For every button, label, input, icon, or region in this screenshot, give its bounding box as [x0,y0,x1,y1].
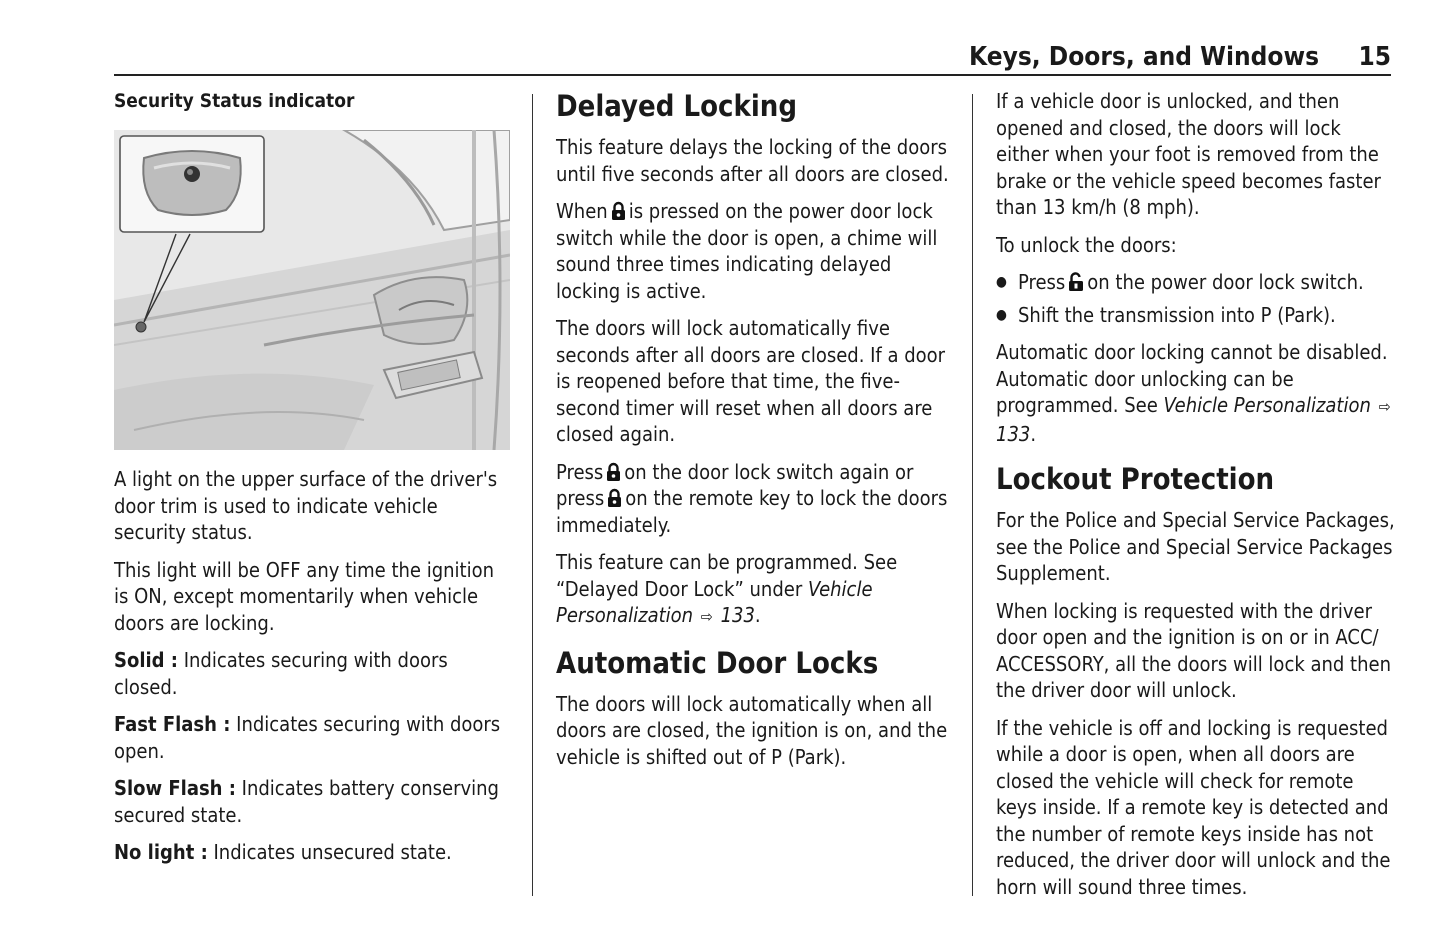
page-number: 15 [1358,42,1391,72]
definition-term: Fast Flash : [114,712,231,736]
section-title: Keys, Doors, and Windows [969,42,1319,72]
paragraph: To unlock the doors: [996,232,1177,257]
definition-text: Indicates securing with doors closed. [114,648,448,699]
definition-text: Indicates battery conserving secured state. [114,776,499,827]
column-1 [114,88,514,877]
definition-item [114,711,514,764]
cross-reference-page[interactable]: 133 [720,603,755,627]
paragraph: This light will be OFF any time the ignition is ON, except momentarily when vehicle doors are locking. [114,557,494,635]
text-run: Press [1018,270,1066,294]
text-run: Automatic door locking cannot be disabled. Automatic door unlocking can be programmed. See [996,340,1388,417]
paragraph: This feature delays the locking of the doors until five seconds after all doors are closed. [556,135,949,186]
paragraph [996,339,1396,447]
heading-lockout-protection: Lockout Protection [996,462,1275,496]
unlock-icon [1068,272,1084,292]
paragraph: If the vehicle is off and locking is requested while a door is open, when all doors are closed the vehicle will check for remote keys inside. If a remote key is detected and the number of remote keys inside has not reduced, the driver door will unlock and the horn will sound three times. [996,715,1391,899]
text-run: Press [556,459,604,484]
list-item [996,269,1396,296]
definition-item [114,839,514,866]
paragraph: The doors will lock automatically when all doors are closed, the ignition is on, and the vehicle is shifted out of P (Park). [556,691,948,769]
definition-item [114,775,514,828]
cross-reference-title[interactable]: Vehicle Personalization [556,576,873,627]
text-run: This feature can be programmed. See “Delayed Door Lock” under [556,550,898,601]
paragraph: When locking is requested with the driver door open and the ignition is on or in ACC/ ACCESSORY, all the doors will lock and then the driver door will unlock. [996,598,1391,702]
definition-item [114,647,514,700]
definition-text: Indicates securing with doors open. [114,712,501,763]
text-run: is pressed on the power door lock switch while the door is open, a chime will sound three times indicating delayed locking is active. [556,199,938,303]
figure-caption: Security Status indicator [114,90,355,112]
bullet-list [996,269,1396,328]
paragraph [556,459,956,539]
lock-icon [607,488,622,508]
column-3 [996,88,1396,911]
paragraph: A light on the upper surface of the driver's door trim is used to indicate vehicle security status. [114,467,498,544]
page-header [114,38,1391,76]
paragraph [556,549,956,631]
paragraph [556,198,956,304]
text-run: on the door lock switch again or press [556,459,914,510]
heading-delayed-locking: Delayed Locking [556,89,798,123]
lock-icon [611,201,626,221]
cross-reference-page[interactable]: 133 [996,421,1031,446]
heading-automatic-door-locks: Automatic Door Locks [556,645,879,680]
column-2 [556,88,956,781]
text-run: . [754,603,761,627]
text-run: When [556,199,608,223]
text-run: on the power door lock switch. [1087,270,1364,294]
list-item: ● Shift the transmission into P (Park). [996,302,1396,329]
paragraph: If a vehicle door is unlocked, and then opened and closed, the doors will lock either when your foot is removed from the brake or the vehicle speed becomes faster than 13 km/h (8 mph). [996,89,1381,219]
column-divider-1 [532,94,533,896]
definition-term: Solid : [114,648,178,672]
arrow-reference-icon: ⇨ [1378,397,1391,416]
lock-icon [606,462,621,482]
definition-text: Indicates unsecured state. [213,840,452,864]
door-trim-security-light-illustration [114,130,510,450]
definition-term: No light : [114,840,208,864]
column-divider-2 [972,94,973,896]
definition-term: Slow Flash : [114,776,236,800]
paragraph: For the Police and Special Service Packages, see the Police and Special Service Packages Supplement. [996,508,1395,585]
arrow-reference-icon: ⇨ [700,607,713,626]
text-run: . [1030,421,1037,446]
text-run: on the remote key to lock the doors immediately. [556,486,948,537]
paragraph: The doors will lock automatically five seconds after all doors are closed. If a door is reopened before that time, the five-second timer will reset when all doors are closed again. [556,316,946,446]
cross-reference-title[interactable]: Vehicle Personalization [1163,393,1371,417]
